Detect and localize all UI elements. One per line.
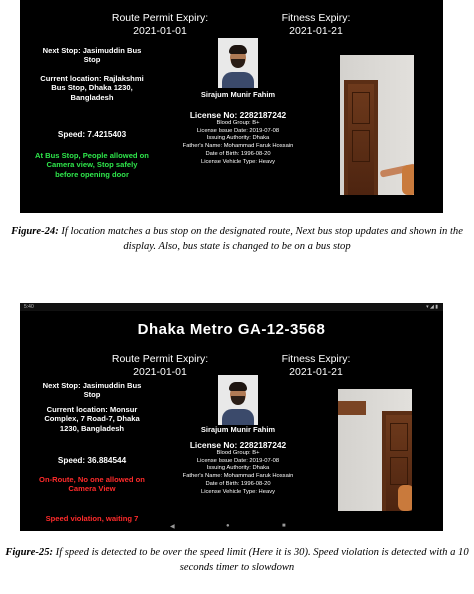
camera-view	[340, 55, 414, 195]
current-location: Current location: Monsur Complex, 7 Road-7, Dhaka 1230, Bangladesh	[44, 405, 140, 433]
status-icons: ▾ ◢ ▮	[426, 304, 438, 310]
figure-25-screenshot	[20, 303, 443, 531]
driver-photo	[218, 38, 258, 88]
speed-violation-warning: Speed violation, waiting 7	[45, 514, 139, 523]
status-time: 5:40	[24, 304, 34, 310]
fitness-value: 2021-01-21	[289, 366, 343, 378]
fathers-name: Father's Name: Mohammad Faruk Hossain	[182, 473, 294, 480]
figure-25-label: Figure-25:	[5, 547, 54, 558]
vehicle-title: Dhaka Metro GA-12-3568	[137, 321, 326, 338]
home-icon[interactable]: ●	[226, 523, 230, 529]
back-icon[interactable]: ◀	[170, 524, 175, 530]
blood-group: Blood Group: B+	[216, 450, 260, 456]
route-permit-label: Route Permit Expiry:	[111, 353, 209, 365]
fathers-name: Father's Name: Mohammad Faruk Hossain	[182, 143, 294, 150]
license-vehicle-type: License Vehicle Type: Heavy	[200, 158, 275, 165]
issuing-authority: Issuing Authority: Dhaka	[206, 135, 270, 142]
bus-state-status: At Bus Stop, People allowed on Camera view, Stop safely before opening door	[35, 151, 149, 179]
figure-24-caption-text: If location matches a bus stop on the designated route, Next bus stop updates and shown in the display. Also, bus state is changed to be on a bus stop	[58, 226, 463, 252]
fitness-label: Fitness Expiry:	[281, 353, 351, 365]
license-issue-date: License Issue Date: 2019-07-08	[196, 457, 280, 464]
fitness-expiry	[256, 12, 376, 38]
route-permit-value: 2021-01-01	[133, 366, 187, 378]
fitness-expiry	[256, 353, 376, 379]
blood-group: Blood Group: B+	[216, 120, 260, 126]
recents-icon[interactable]: ■	[282, 523, 286, 529]
figure-25-caption-text: If speed is detected to be over the speed limit (Here it is 30). Speed violation is detected with a 10 seconds timer to slowdown	[53, 547, 469, 573]
speed-readout: Speed: 7.4215403	[57, 130, 127, 139]
figure-24-screenshot	[20, 0, 443, 213]
trip-info	[34, 303, 150, 531]
android-nav-bar	[20, 523, 443, 529]
figure-24-label: Figure-24:	[11, 226, 59, 237]
license-number: License No: 2282187242	[189, 110, 287, 120]
next-stop: Next Stop: Jasimuddin Bus Stop	[42, 381, 142, 400]
date-of-birth: Date of Birth: 1996-08-20	[205, 480, 271, 487]
next-stop: Next Stop: Jasimuddin Bus Stop	[42, 46, 142, 65]
figure-24-caption	[0, 224, 474, 254]
speed-readout: Speed: 36.884544	[57, 456, 127, 465]
license-number: License No: 2282187242	[189, 440, 287, 450]
figure-25-caption	[0, 545, 474, 575]
fitness-label: Fitness Expiry:	[281, 12, 351, 24]
driver-license-info	[163, 90, 313, 166]
bus-state-status: On-Route, No one allowed on Camera View	[39, 475, 145, 494]
route-permit-value: 2021-01-01	[133, 25, 187, 37]
fitness-value: 2021-01-21	[289, 25, 343, 37]
driver-license-info	[163, 425, 313, 496]
driver-name: Sirajum Munir Fahim	[200, 90, 276, 99]
driver-name: Sirajum Munir Fahim	[200, 425, 276, 434]
date-of-birth: Date of Birth: 1996-08-20	[205, 150, 271, 157]
current-location: Current location: Rajlakshmi Bus Stop, Dhaka 1230, Bangladesh	[40, 74, 144, 102]
issuing-authority: Issuing Authority: Dhaka	[206, 465, 270, 472]
driver-photo	[218, 375, 258, 425]
license-issue-date: License Issue Date: 2019-07-08	[196, 127, 280, 134]
camera-view	[338, 389, 412, 511]
trip-info	[34, 0, 150, 213]
route-permit-label: Route Permit Expiry:	[111, 12, 209, 24]
license-vehicle-type: License Vehicle Type: Heavy	[200, 488, 275, 495]
